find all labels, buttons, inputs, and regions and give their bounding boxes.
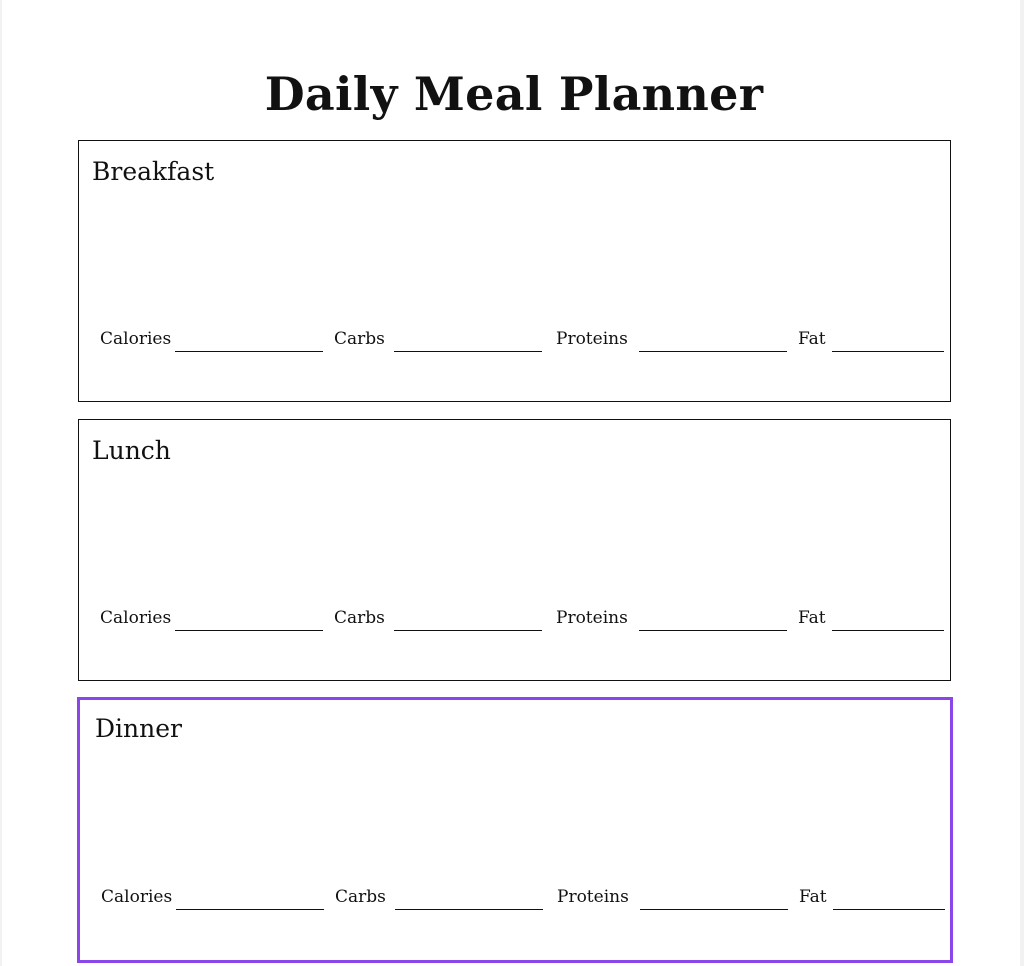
fat-field[interactable]	[832, 351, 944, 352]
carbs-label: Carbs	[334, 608, 385, 628]
fat-field[interactable]	[832, 630, 944, 631]
carbs-field[interactable]	[394, 351, 542, 352]
meal-title-dinner: Dinner	[95, 714, 182, 743]
proteins-label: Proteins	[556, 329, 628, 349]
nutrition-row	[79, 604, 950, 634]
carbs-label: Carbs	[335, 887, 386, 907]
proteins-field[interactable]	[639, 630, 787, 631]
page-title: Daily Meal Planner	[264, 67, 764, 121]
fat-label: Fat	[798, 608, 826, 628]
nutrition-row	[80, 883, 950, 913]
meal-title-lunch: Lunch	[92, 436, 171, 465]
calories-label: Calories	[100, 608, 172, 628]
fat-label: Fat	[799, 887, 827, 907]
calories-field[interactable]	[175, 351, 323, 352]
calories-label: Calories	[101, 887, 173, 907]
fat-label: Fat	[798, 329, 826, 349]
carbs-field[interactable]	[395, 909, 543, 910]
proteins-label: Proteins	[556, 608, 628, 628]
proteins-field[interactable]	[640, 909, 788, 910]
carbs-label: Carbs	[334, 329, 385, 349]
nutrition-row	[79, 325, 950, 355]
meal-title-breakfast: Breakfast	[92, 157, 215, 186]
proteins-field[interactable]	[639, 351, 787, 352]
meal-section-dinner[interactable]	[77, 697, 953, 963]
planner-page	[2, 0, 1020, 966]
calories-field[interactable]	[175, 630, 323, 631]
calories-field[interactable]	[176, 909, 324, 910]
meal-section-breakfast[interactable]	[78, 140, 951, 402]
proteins-label: Proteins	[557, 887, 629, 907]
calories-label: Calories	[100, 329, 172, 349]
carbs-field[interactable]	[394, 630, 542, 631]
meal-section-lunch[interactable]	[78, 419, 951, 681]
fat-field[interactable]	[833, 909, 945, 910]
